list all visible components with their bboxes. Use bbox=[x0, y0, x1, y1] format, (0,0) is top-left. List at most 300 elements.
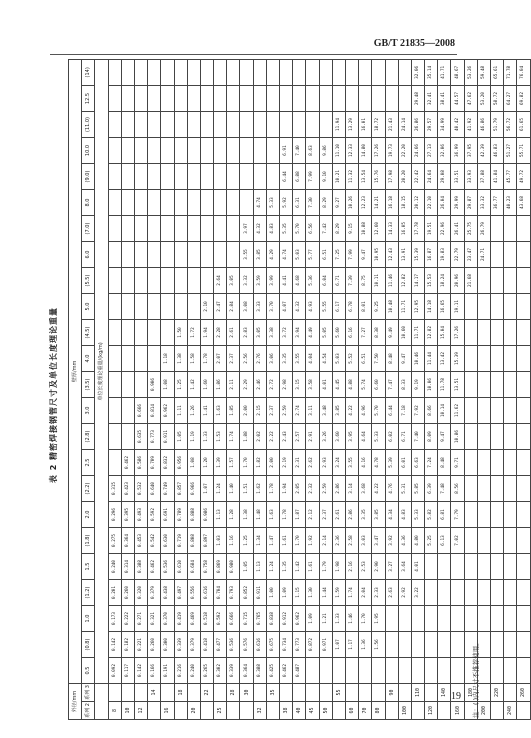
weight-cell: 1.70 bbox=[240, 450, 253, 476]
weight-cell bbox=[438, 606, 451, 632]
weight-cell bbox=[464, 450, 477, 476]
weight-cell: 20.12 bbox=[411, 190, 424, 216]
weight-cell: 41.84 bbox=[491, 164, 504, 190]
weight-cell bbox=[266, 138, 279, 164]
weight-cell: 13.54 bbox=[359, 164, 372, 190]
weight-cell bbox=[477, 502, 490, 528]
od-header: 外径/mm bbox=[69, 684, 82, 720]
weight-cell: 2.84 bbox=[227, 294, 240, 320]
weight-cell: 0.773 bbox=[148, 424, 161, 450]
weight-cell: 37.88 bbox=[477, 164, 490, 190]
wall-thickness-col: 8.0 bbox=[82, 190, 95, 216]
weight-cell bbox=[477, 268, 490, 294]
od-series-3 bbox=[398, 684, 411, 702]
table-row bbox=[253, 59, 266, 719]
weight-cell bbox=[240, 164, 253, 190]
weight-cell bbox=[504, 450, 517, 476]
weight-cell bbox=[161, 59, 174, 85]
weight-cell bbox=[108, 372, 121, 398]
weight-cell: 5.31 bbox=[398, 476, 411, 502]
od-series-2: 100 bbox=[398, 702, 411, 720]
weight-cell bbox=[108, 294, 121, 320]
weight-cell bbox=[477, 346, 490, 372]
weight-cell: 3.55 bbox=[293, 346, 306, 372]
weight-cell: 5.25 bbox=[425, 528, 438, 554]
weight-cell bbox=[504, 268, 517, 294]
weight-cell: 1.13 bbox=[253, 554, 266, 580]
weight-cell bbox=[121, 346, 134, 372]
weight-cell: 1.30 bbox=[306, 580, 319, 606]
weight-cell: 45.77 bbox=[504, 164, 517, 190]
weight-cell: 6.60 bbox=[372, 372, 385, 398]
table-row bbox=[306, 59, 319, 719]
weight-cell: 9.27 bbox=[332, 190, 345, 216]
weight-cell: 6.56 bbox=[306, 216, 319, 242]
weight-cell: 4.22 bbox=[345, 398, 358, 424]
weight-cell: 5.39 bbox=[385, 450, 398, 476]
weight-cell: 14.33 bbox=[385, 216, 398, 242]
weight-cell bbox=[214, 164, 227, 190]
weight-cell bbox=[504, 242, 517, 268]
weight-cell bbox=[477, 528, 490, 554]
weight-cell bbox=[398, 59, 411, 85]
weight-cell: 0.616 bbox=[200, 580, 213, 606]
weight-cell: 11.62 bbox=[451, 398, 464, 424]
weight-cell: 40.42 bbox=[451, 112, 464, 138]
weight-cell bbox=[134, 86, 147, 112]
weight-cell bbox=[504, 398, 517, 424]
weight-cell bbox=[200, 86, 213, 112]
weight-cell bbox=[148, 138, 161, 164]
weight-cell: 1.13 bbox=[214, 502, 227, 528]
weight-cell: 11.32 bbox=[345, 164, 358, 190]
weight-cell: 0.173 bbox=[108, 606, 121, 632]
table-row bbox=[372, 59, 385, 719]
weight-cell: 3.08 bbox=[240, 294, 253, 320]
weight-cell: 0.832 bbox=[161, 450, 174, 476]
weight-cell: 2.10 bbox=[200, 294, 213, 320]
od-series-3 bbox=[187, 684, 200, 702]
wall-thickness-col: (2.8) bbox=[82, 424, 95, 450]
weight-cell: 14.18 bbox=[425, 294, 438, 320]
weight-cell bbox=[332, 86, 345, 112]
weight-cell bbox=[174, 294, 187, 320]
weight-cell: 51.79 bbox=[491, 112, 504, 138]
weight-cell bbox=[372, 86, 385, 112]
weight-cell: 56.72 bbox=[504, 112, 517, 138]
weight-cell: 2.47 bbox=[214, 294, 227, 320]
weight-cell bbox=[491, 346, 504, 372]
od-series-2 bbox=[517, 702, 530, 720]
wall-thickness-col: 12.5 bbox=[82, 86, 95, 112]
weight-cell: 9.47 bbox=[398, 346, 411, 372]
weight-cell: 4.22 bbox=[372, 476, 385, 502]
od-series-2: 40 bbox=[293, 702, 306, 720]
weight-cell bbox=[491, 216, 504, 242]
weight-cell bbox=[464, 502, 477, 528]
weight-cell: 13.51 bbox=[451, 372, 464, 398]
weight-cell: 5.60 bbox=[332, 320, 345, 346]
weight-cell: 0.536 bbox=[227, 632, 240, 658]
weight-cell: 9.15 bbox=[345, 216, 358, 242]
weight-cell: 14.17 bbox=[411, 268, 424, 294]
weight-cell: 15.53 bbox=[425, 268, 438, 294]
weight-cell bbox=[517, 424, 530, 450]
weight-cell: 13.42 bbox=[438, 346, 451, 372]
wall-thickness-col: (5.5) bbox=[82, 268, 95, 294]
weight-cell: 4.93 bbox=[306, 294, 319, 320]
weight-cell bbox=[227, 164, 240, 190]
weight-cell bbox=[477, 294, 490, 320]
weight-cell: 0.635 bbox=[134, 424, 147, 450]
weight-cell: 20.96 bbox=[451, 268, 464, 294]
weight-cell: 0.260 bbox=[121, 580, 134, 606]
weight-cell bbox=[108, 268, 121, 294]
weight-cell: 3.38 bbox=[266, 320, 279, 346]
weight-cell: 6.16 bbox=[345, 320, 358, 346]
weight-cell: 53.26 bbox=[464, 59, 477, 85]
table-row bbox=[134, 59, 147, 719]
weight-cell bbox=[345, 59, 358, 85]
table-row bbox=[438, 59, 451, 719]
weight-cell: 7.18 bbox=[398, 398, 411, 424]
weight-cell bbox=[477, 372, 490, 398]
weight-cell: 1.42 bbox=[187, 372, 200, 398]
weight-cell bbox=[425, 580, 438, 606]
weight-cell: 2.04 bbox=[359, 580, 372, 606]
weight-cell: 7.79 bbox=[451, 502, 464, 528]
weight-cell: 6.63 bbox=[411, 450, 424, 476]
weight-cell bbox=[200, 242, 213, 268]
weight-cell bbox=[161, 138, 174, 164]
weight-cell: 0.749 bbox=[161, 476, 174, 502]
weight-cell: 8.09 bbox=[425, 424, 438, 450]
weight-cell bbox=[359, 59, 372, 85]
blank-header-cell bbox=[95, 684, 108, 720]
weight-cell bbox=[464, 476, 477, 502]
weight-cell: 15.76 bbox=[372, 164, 385, 190]
weight-cell: 0.370 bbox=[161, 606, 174, 632]
weight-cell: 2.59 bbox=[319, 476, 332, 502]
weight-cell: 7.50 bbox=[372, 346, 385, 372]
weight-cell: 0.438 bbox=[161, 580, 174, 606]
weight-cell: 41.92 bbox=[464, 112, 477, 138]
weight-cell: 0.793 bbox=[227, 580, 240, 606]
weight-cell bbox=[253, 164, 266, 190]
weight-cell: 2.58 bbox=[345, 528, 358, 554]
weight-cell: 0.265 bbox=[200, 658, 213, 684]
series-2-header: 系列 2 bbox=[82, 702, 95, 720]
weight-cell: 2.37 bbox=[227, 346, 240, 372]
od-series-3 bbox=[253, 684, 266, 702]
weight-cell: 2.37 bbox=[266, 398, 279, 424]
weight-cell: 4.01 bbox=[411, 554, 424, 580]
weight-cell bbox=[134, 138, 147, 164]
weight-cell: 0.857 bbox=[174, 476, 187, 502]
weight-cell: 4.49 bbox=[306, 320, 319, 346]
weight-cell: 0.469 bbox=[187, 606, 200, 632]
weight-cell: 4.41 bbox=[280, 268, 293, 294]
weight-cell: 8.38 bbox=[372, 320, 385, 346]
weight-cell: 51.27 bbox=[504, 138, 517, 164]
weight-cell: 1.46 bbox=[345, 606, 358, 632]
weight-cell: 1.07 bbox=[332, 632, 345, 658]
weight-cell bbox=[464, 554, 477, 580]
weight-cell: 0.980 bbox=[227, 554, 240, 580]
weight-cell: 6.91 bbox=[280, 138, 293, 164]
weight-cell: 9.49 bbox=[385, 320, 398, 346]
weight-cell: 26.41 bbox=[451, 216, 464, 242]
weight-cell bbox=[319, 59, 332, 85]
weight-cell: 1.24 bbox=[266, 554, 279, 580]
weight-cell: 6.01 bbox=[398, 450, 411, 476]
weight-cell: 0.666 bbox=[227, 606, 240, 632]
weight-cell: 1.20 bbox=[200, 450, 213, 476]
weight-cell: 4.74 bbox=[280, 242, 293, 268]
weight-cell: 5.03 bbox=[293, 242, 306, 268]
weight-cell: 0.240 bbox=[108, 554, 121, 580]
weight-cell: 0.966 bbox=[187, 476, 200, 502]
weight-cell: 6.51 bbox=[319, 242, 332, 268]
weight-cell: 0.425 bbox=[266, 658, 279, 684]
weight-cell: 12.60 bbox=[372, 216, 385, 242]
weight-cell: 7.40 bbox=[293, 138, 306, 164]
weight-cell: 0.379 bbox=[187, 632, 200, 658]
weight-cell bbox=[306, 112, 319, 138]
weight-cell: 18.24 bbox=[438, 268, 451, 294]
weight-cell: 29.87 bbox=[464, 190, 477, 216]
weight-cell bbox=[517, 580, 530, 606]
weight-cell: 2.22 bbox=[266, 424, 279, 450]
weight-cell: 8.29 bbox=[319, 190, 332, 216]
weight-cell bbox=[161, 242, 174, 268]
table-row bbox=[504, 59, 517, 719]
od-series-2 bbox=[385, 702, 398, 720]
weight-cell: 6.04 bbox=[319, 268, 332, 294]
weight-cell bbox=[240, 112, 253, 138]
weight-cell: 1.33 bbox=[200, 424, 213, 450]
weight-cell: 1.15 bbox=[293, 580, 306, 606]
weight-cell bbox=[148, 86, 161, 112]
table-row bbox=[451, 59, 464, 719]
od-series-3 bbox=[134, 684, 147, 702]
weight-cell bbox=[134, 320, 147, 346]
wall-thickness-col: 0.5 bbox=[82, 658, 95, 684]
weight-cell bbox=[121, 112, 134, 138]
table-row bbox=[108, 59, 121, 719]
weight-cell bbox=[240, 59, 253, 85]
weight-cell bbox=[174, 242, 187, 268]
weight-cell: 1.78 bbox=[266, 476, 279, 502]
weight-cell: 11.10 bbox=[332, 138, 345, 164]
od-series-3: 18 bbox=[174, 684, 187, 702]
od-series-3 bbox=[345, 684, 358, 702]
weight-cell: 1.47 bbox=[266, 528, 279, 554]
weight-cell: 6.71 bbox=[332, 268, 345, 294]
od-series-2 bbox=[148, 702, 161, 720]
od-series-2: 120 bbox=[425, 702, 438, 720]
weight-cell bbox=[187, 242, 200, 268]
weight-cell bbox=[227, 190, 240, 216]
weight-cell: 2.59 bbox=[280, 398, 293, 424]
weight-cell: 25.75 bbox=[464, 216, 477, 242]
weight-cell bbox=[280, 86, 293, 112]
weight-cell bbox=[517, 320, 530, 346]
weight-cell bbox=[451, 580, 464, 606]
weight-cell: 71.78 bbox=[504, 59, 517, 85]
weight-cell: 2.00 bbox=[240, 398, 253, 424]
weight-cell: 7.42 bbox=[319, 216, 332, 242]
weight-cell: 18.72 bbox=[372, 112, 385, 138]
weight-cell: 26.04 bbox=[438, 190, 451, 216]
od-series-2 bbox=[266, 702, 279, 720]
weight-cell bbox=[385, 658, 398, 684]
weight-cell: 4.68 bbox=[293, 268, 306, 294]
weight-cell: 4.01 bbox=[319, 372, 332, 398]
weight-cell: 0.962 bbox=[161, 398, 174, 424]
weight-cell: 0.487 bbox=[293, 658, 306, 684]
weight-cell: 1.74 bbox=[345, 580, 358, 606]
weight-cell: 2.90 bbox=[372, 554, 385, 580]
weight-cell: 0.364 bbox=[240, 658, 253, 684]
weight-cell: 65.61 bbox=[491, 59, 504, 85]
weight-cell: 0.314 bbox=[121, 554, 134, 580]
weight-cell: 4.74 bbox=[253, 190, 266, 216]
weight-cell bbox=[174, 216, 187, 242]
weight-cell: 1.78 bbox=[200, 346, 213, 372]
weight-cell: 0.912 bbox=[280, 606, 293, 632]
weight-cell bbox=[306, 658, 319, 684]
weight-cell bbox=[451, 658, 464, 684]
weight-cell bbox=[491, 658, 504, 684]
weight-cell: 42.39 bbox=[477, 138, 490, 164]
weight-cell bbox=[464, 424, 477, 450]
table-row bbox=[187, 59, 200, 719]
od-series-2 bbox=[332, 702, 345, 720]
weight-cell bbox=[187, 190, 200, 216]
weight-cell: 2.57 bbox=[293, 424, 306, 450]
weight-cell: 10.14 bbox=[438, 398, 451, 424]
standard-number: GB/T 21835—2008 bbox=[373, 38, 455, 49]
weight-cell bbox=[227, 86, 240, 112]
weight-cell: 0.789 bbox=[174, 502, 187, 528]
weight-cell bbox=[174, 268, 187, 294]
weight-cell: 0.240 bbox=[187, 658, 200, 684]
weight-cell: 3.99 bbox=[266, 268, 279, 294]
weight-cell: 5.92 bbox=[280, 190, 293, 216]
od-series-2: 160 bbox=[451, 702, 464, 720]
weight-cell: 9.10 bbox=[319, 164, 332, 190]
table-row bbox=[200, 59, 213, 719]
weight-cell bbox=[134, 216, 147, 242]
weight-cell bbox=[504, 580, 517, 606]
weight-cell bbox=[108, 398, 121, 424]
weight-cell: 0.379 bbox=[148, 580, 161, 606]
weight-cell: 1.92 bbox=[306, 528, 319, 554]
weight-cell: 10.95 bbox=[372, 242, 385, 268]
weight-cell bbox=[451, 632, 464, 658]
weight-cell: 14.80 bbox=[359, 138, 372, 164]
weight-cell: 4.76 bbox=[385, 476, 398, 502]
weight-cell: 40.23 bbox=[504, 190, 517, 216]
weight-cell: 4.32 bbox=[293, 294, 306, 320]
weight-cell: 0.166 bbox=[148, 658, 161, 684]
od-series-3: 22 bbox=[200, 684, 213, 702]
weight-cell: 26.79 bbox=[477, 216, 490, 242]
weight-cell: 0.911 bbox=[161, 424, 174, 450]
weight-cell bbox=[464, 398, 477, 424]
weight-cell: 2.28 bbox=[214, 320, 227, 346]
weight-cell: 0.532 bbox=[134, 476, 147, 502]
weight-cell bbox=[108, 320, 121, 346]
weight-cell: 3.35 bbox=[280, 346, 293, 372]
weight-cell: 3.97 bbox=[240, 216, 253, 242]
weight-cell: 0.388 bbox=[253, 658, 266, 684]
weight-cell bbox=[227, 216, 240, 242]
weight-cell: 10.46 bbox=[411, 346, 424, 372]
table-row bbox=[266, 59, 279, 719]
weight-cell: 2.56 bbox=[240, 346, 253, 372]
od-series-3 bbox=[372, 684, 385, 702]
weight-cell: 21.68 bbox=[464, 268, 477, 294]
weight-cell: 14.21 bbox=[372, 190, 385, 216]
weight-cell: 3.05 bbox=[227, 268, 240, 294]
weight-cell: 1.17 bbox=[345, 632, 358, 658]
weight-cell bbox=[345, 86, 358, 112]
weight-cell bbox=[148, 294, 161, 320]
weight-cell: 1.39 bbox=[214, 450, 227, 476]
weight-cell bbox=[253, 138, 266, 164]
weight-cell: 41.71 bbox=[438, 59, 451, 85]
weight-cell: 1.40 bbox=[227, 476, 240, 502]
weight-cell bbox=[464, 606, 477, 632]
weight-cell bbox=[491, 450, 504, 476]
od-series-2: 38 bbox=[280, 702, 293, 720]
weight-cell bbox=[491, 476, 504, 502]
weight-cell bbox=[491, 294, 504, 320]
weight-cell: 4.96 bbox=[359, 398, 372, 424]
weight-cell: 3.05 bbox=[253, 320, 266, 346]
weight-cell: 2.12 bbox=[306, 502, 319, 528]
weight-cell: 0.419 bbox=[174, 606, 187, 632]
weight-cell bbox=[504, 658, 517, 684]
weight-cell: 7.99 bbox=[306, 164, 319, 190]
weight-cell: 0.675 bbox=[266, 632, 279, 658]
weight-cell bbox=[491, 528, 504, 554]
weight-cell bbox=[121, 59, 134, 85]
weight-cell: 3.92 bbox=[385, 528, 398, 554]
page-number: 19 bbox=[451, 691, 461, 702]
weight-cell: 0.691 bbox=[161, 502, 174, 528]
weight-cell: 58.72 bbox=[491, 86, 504, 112]
weight-cell bbox=[477, 424, 490, 450]
weight-cell: 1.19 bbox=[187, 424, 200, 450]
weight-cell: 4.78 bbox=[372, 450, 385, 476]
weight-cell: 17.26 bbox=[451, 320, 464, 346]
weight-cell: 0.888 bbox=[187, 502, 200, 528]
weight-cell bbox=[451, 606, 464, 632]
weight-cell: 5.05 bbox=[319, 320, 332, 346]
weight-cell bbox=[464, 372, 477, 398]
weight-cell: 9.47 bbox=[438, 424, 451, 450]
weight-cell bbox=[293, 86, 306, 112]
od-series-3: 55 bbox=[332, 684, 345, 702]
weight-cell: 2.63 bbox=[385, 580, 398, 606]
weight-cell: 36.77 bbox=[491, 190, 504, 216]
weight-cell: 4.83 bbox=[398, 502, 411, 528]
weight-cell: 0.758 bbox=[200, 554, 213, 580]
weight-cell bbox=[108, 112, 121, 138]
